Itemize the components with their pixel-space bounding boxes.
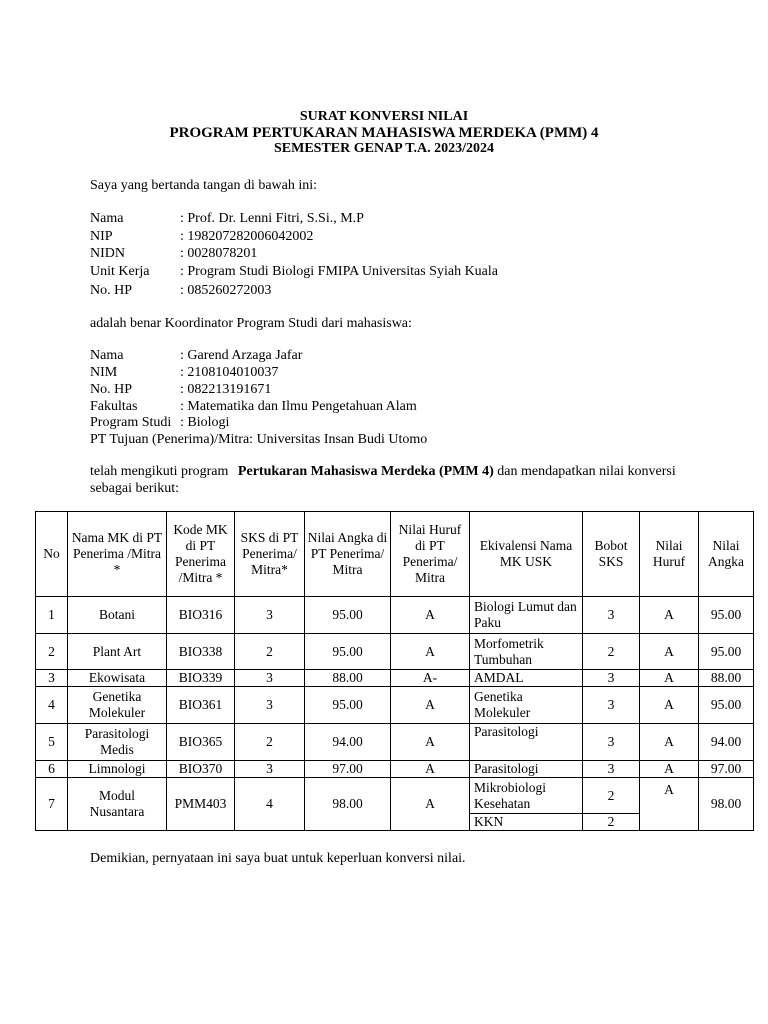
title-line-2: PROGRAM PERTUKARAN MAHASISWA MERDEKA (PMM) 4 [169,125,599,141]
cell-usk-letter-grade: A [640,670,699,687]
partner-text: PT Tujuan (Penerima)/Mitra: Universitas Insan Budi Utomo [90,432,428,447]
cell-course-code: BIO370 [167,761,235,778]
table-header-row [36,512,754,597]
header-course-name: Nama MK di PT Penerima /Mitra * [68,512,167,597]
cell-equivalent-course: AMDAL [470,670,583,687]
coordinator-text: adalah benar Koordinator Program Studi dari mahasiswa: [90,316,412,331]
title-line-3: SEMESTER GENAP T.A. 2023/2024 [273,141,495,156]
cell-credit-weight: 3 [583,724,640,761]
cell-sks: 4 [235,778,305,831]
cell-credit-weight: 3 [583,761,640,778]
signer-label: Unit Kerja [90,264,150,279]
student-value: : Garend Arzaga Jafar [180,348,303,363]
student-label: Nama [90,348,124,363]
cell-usk-letter-grade: A [640,724,699,761]
signer-label: Nama [90,211,124,226]
cell-letter-grade: A [391,778,470,831]
cell-equivalent-course: Morfometrik Tumbuhan [470,634,583,670]
cell-numeric-grade: 94.00 [305,724,391,761]
signer-value: : 0028078201 [180,246,258,261]
cell-no: 7 [36,778,68,831]
cell-letter-grade: A [391,687,470,724]
student-value: : 082213191671 [180,382,272,397]
cell-credit-weight: 3 [583,687,640,724]
table-row [36,761,754,778]
cell-course-code: BIO365 [167,724,235,761]
cell-numeric-grade: 97.00 [305,761,391,778]
document-title [0,109,768,157]
signer-label: No. HP [90,283,133,298]
cell-course-code: PMM403 [167,778,235,831]
cell-course-name: Ekowisata [68,670,167,687]
cell-usk-letter-grade: A [640,761,699,778]
header-no: No [36,512,68,597]
cell-usk-letter-grade: A [640,634,699,670]
program-text-line-2: sebagai berikut: [90,481,180,496]
cell-numeric-grade: 95.00 [305,597,391,634]
cell-equivalent-course: KKN [470,814,583,831]
cell-no: 1 [36,597,68,634]
program-text [90,463,676,480]
cell-credit-weight: 2 [583,634,640,670]
header-usk-numeric-grade: Nilai Angka [699,512,754,597]
signer-label: NIDN [90,246,125,261]
signer-value: : 085260272003 [180,283,272,298]
cell-course-code: BIO339 [167,670,235,687]
cell-equivalent-course: Mikrobiologi Kesehatan [470,778,583,814]
table-row [36,687,754,724]
cell-sks: 2 [235,724,305,761]
cell-numeric-grade: 98.00 [305,778,391,831]
cell-letter-grade: A [391,597,470,634]
cell-letter-grade: A- [391,670,470,687]
program-suffix: dan mendapatkan nilai konversi [497,464,676,479]
cell-usk-numeric-grade: 94.00 [699,724,754,761]
cell-no: 2 [36,634,68,670]
cell-equivalent-course: Parasitologi [470,724,583,761]
cell-usk-letter-grade: A [640,778,699,831]
cell-credit-weight: 2 [583,814,640,831]
student-label: Fakultas [90,399,138,414]
cell-usk-numeric-grade: 95.00 [699,687,754,724]
signer-value: : 198207282006042002 [180,229,314,244]
table-row [36,778,754,814]
closing-text: Demikian, pernyataan ini saya buat untuk keperluan konversi nilai. [90,851,466,866]
student-value: : 2108104010037 [180,365,279,380]
student-label: No. HP [90,382,133,397]
cell-usk-numeric-grade: 97.00 [699,761,754,778]
student-label: NIM [90,365,118,380]
cell-numeric-grade: 95.00 [305,687,391,724]
cell-sks: 3 [235,670,305,687]
cell-letter-grade: A [391,761,470,778]
cell-course-name: Genetika Molekuler [68,687,167,724]
signer-label: NIP [90,229,113,244]
cell-no: 4 [36,687,68,724]
cell-sks: 3 [235,687,305,724]
cell-course-code: BIO338 [167,634,235,670]
header-sks: SKS di PT Penerima/ Mitra* [235,512,305,597]
cell-equivalent-course: Parasitologi [470,761,583,778]
program-prefix: telah mengikuti program [90,464,229,479]
header-credit-weight: Bobot SKS [583,512,640,597]
student-value: : Biologi [180,415,230,430]
table-row [36,634,754,670]
cell-sks: 3 [235,761,305,778]
header-numeric-grade: Nilai Angka di PT Penerima/ Mitra [305,512,391,597]
student-value: : Matematika dan Ilmu Pengetahuan Alam [180,399,417,414]
grade-conversion-table [35,511,754,831]
cell-letter-grade: A [391,724,470,761]
cell-sks: 3 [235,597,305,634]
cell-usk-numeric-grade: 98.00 [699,778,754,831]
cell-credit-weight: 2 [583,778,640,814]
cell-course-name: Plant Art [68,634,167,670]
table-row [36,597,754,634]
header-usk-letter-grade: Nilai Huruf [640,512,699,597]
signer-value: : Program Studi Biologi FMIPA Universitas Syiah Kuala [180,264,498,279]
cell-numeric-grade: 95.00 [305,634,391,670]
cell-usk-numeric-grade: 95.00 [699,597,754,634]
signer-value: : Prof. Dr. Lenni Fitri, S.Si., M.P [180,211,364,226]
title-line-1: SURAT KONVERSI NILAI [299,109,469,124]
table-row [36,670,754,687]
cell-course-code: BIO361 [167,687,235,724]
intro-text: Saya yang bertanda tangan di bawah ini: [90,178,318,193]
cell-no: 5 [36,724,68,761]
cell-usk-letter-grade: A [640,687,699,724]
cell-credit-weight: 3 [583,597,640,634]
cell-letter-grade: A [391,634,470,670]
cell-numeric-grade: 88.00 [305,670,391,687]
header-equivalent-course: Ekivalensi Nama MK USK [470,512,583,597]
cell-course-name: Limnologi [68,761,167,778]
cell-no: 3 [36,670,68,687]
header-letter-grade: Nilai Huruf di PT Penerima/ Mitra [391,512,470,597]
program-name: Pertukaran Mahasiswa Merdeka (PMM 4) [237,464,494,479]
cell-course-name: Botani [68,597,167,634]
student-label: Program Studi [90,415,172,430]
header-course-code: Kode MK di PT Penerima /Mitra * [167,512,235,597]
cell-equivalent-course: Biologi Lumut dan Paku [470,597,583,634]
table-row [36,724,754,761]
cell-course-name: Modul Nusantara [68,778,167,831]
cell-course-code: BIO316 [167,597,235,634]
cell-usk-letter-grade: A [640,597,699,634]
cell-usk-numeric-grade: 95.00 [699,634,754,670]
cell-sks: 2 [235,634,305,670]
cell-usk-numeric-grade: 88.00 [699,670,754,687]
cell-equivalent-course: Genetika Molekuler [470,687,583,724]
cell-course-name: Parasitologi Medis [68,724,167,761]
cell-no: 6 [36,761,68,778]
cell-credit-weight: 3 [583,670,640,687]
